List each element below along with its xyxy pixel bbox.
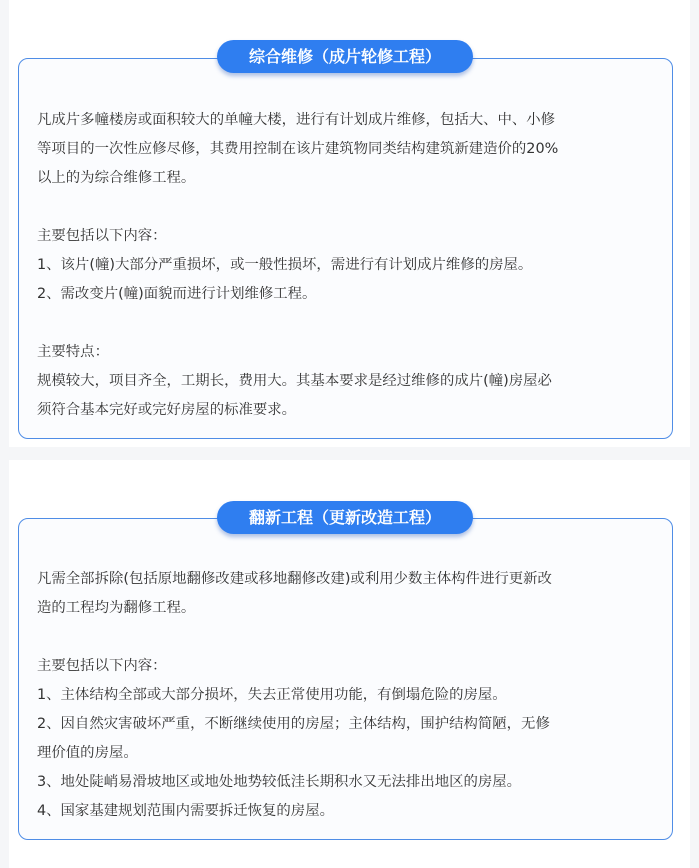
section-title-renovation: 翻新工程（更新改造工程）: [217, 501, 473, 534]
contents-item: 2、因自然灾害破坏严重，不断继续使用的房屋；主体结构，围护结构简陋，无修: [37, 716, 550, 732]
intro-line: 以上的为综合维修工程。: [37, 170, 196, 186]
contents-heading: 主要包括以下内容：: [37, 658, 167, 674]
contents-item: 3、地处陡峭易滑坡地区或地处地势较低洼长期积水又无法排出地区的房屋。: [37, 774, 522, 790]
contents-item: 4、国家基建规划范围内需要拆迁恢复的房屋。: [37, 803, 334, 819]
features-heading: 主要特点：: [37, 344, 109, 360]
contents-heading: 主要包括以下内容：: [37, 228, 167, 244]
contents-item: 1、该片(幢)大部分严重损坏，或一般性损坏，需进行有计划成片维修的房屋。: [37, 257, 533, 273]
contents-item: 1、主体结构全部或大部分损坏，失去正常使用功能，有倒塌危险的房屋。: [37, 687, 507, 703]
contents-item: 理价值的房屋。: [37, 745, 138, 761]
section-body-comprehensive-repair: [37, 106, 662, 425]
contents-item: 2、需改变片(幢)面貌而进行计划维修工程。: [37, 286, 317, 302]
intro-line: 造的工程均为翻修工程。: [37, 600, 196, 616]
features-line: 须符合基本完好或完好房屋的标准要求。: [37, 402, 297, 418]
section-title-comprehensive-repair: 综合维修（成片轮修工程）: [217, 40, 473, 73]
intro-line: 等项目的一次性应修尽修，其费用控制在该片建筑物同类结构建筑新建造价的20%: [37, 141, 559, 157]
intro-line: 凡成片多幢楼房或面积较大的单幢大楼，进行有计划成片维修，包括大、中、小修: [37, 112, 556, 128]
section-body-renovation: [37, 565, 662, 826]
features-line: 规模较大，项目齐全，工期长，费用大。其基本要求是经过维修的成片(幢)房屋必: [37, 373, 552, 389]
intro-line: 凡需全部拆除(包括原地翻修改建或移地翻修改建)或利用少数主体构件进行更新改: [37, 571, 552, 587]
